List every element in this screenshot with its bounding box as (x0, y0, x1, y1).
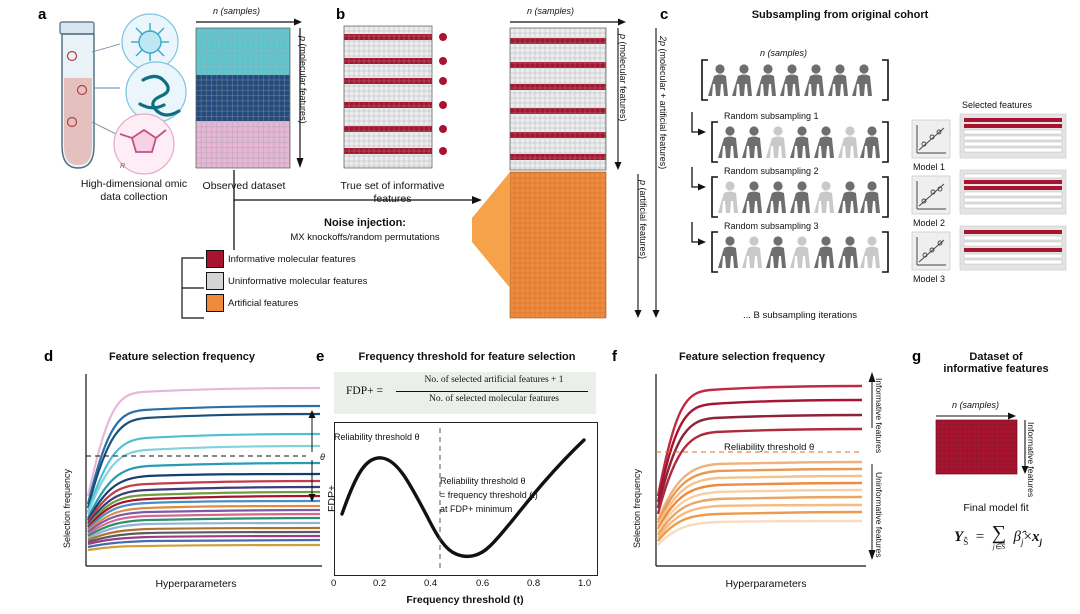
panel-g-title: Dataset of informative features (943, 351, 1049, 375)
legend-label-uninformative: Uninformative molecular features (228, 276, 368, 287)
legend-label-informative: Informative molecular features (228, 254, 356, 265)
panel-letter-e: e (316, 348, 325, 365)
panel-c-cohort-subsample-2 (700, 175, 900, 221)
panel-letter-b: b (336, 6, 346, 23)
panel-e-xtick-1: 0.2 (373, 578, 387, 589)
panel-c-row-label-1: Random subsampling 1 (724, 111, 819, 121)
model-plot-2 (912, 176, 952, 216)
panel-g-formula: $Y_Ŝ$ = ∑ j∈Ŝ $\betâ_j\times x_j$ (954, 522, 1042, 551)
selected-features-box-2 (960, 170, 1070, 216)
fdp-denominator: No. of selected molecular features (428, 394, 560, 404)
panel-f-bracket-top: Informative features (874, 378, 884, 454)
panel-e-note-line1: Reliability threshold θ (334, 432, 420, 442)
panel-b-caption: True set of informative features (340, 180, 445, 206)
panel-b-right-axis-2: 2p (molecular + artificial features) (658, 36, 668, 170)
panel-a-caption: High-dimensional omic data collection (80, 178, 188, 204)
panel-e-xtick-3: 0.6 (476, 578, 490, 589)
panel-b-right-axis-3: p (artificial features) (638, 180, 648, 260)
panel-e-xlabel: Frequency threshold (t) (406, 594, 524, 606)
panel-g-right-axis: Informative features (1026, 422, 1036, 498)
panel-letter-g: g (912, 348, 922, 365)
panel-d-title: Feature selection frequency (108, 351, 256, 363)
noise-injection-title: Noise injection: (324, 217, 406, 229)
panel-f-xlabel: Hyperparameters (725, 578, 807, 590)
panel-f-ylabel: Selection frequency (632, 468, 642, 548)
panel-b-top-axis: n (samples) (527, 6, 575, 16)
noise-injection-arrow (172, 170, 572, 260)
model-label-1: Model 1 (913, 162, 946, 172)
legend-label-artificial: Artificial features (228, 298, 299, 309)
panel-f-bracket-bottom: Uninformative features (874, 472, 884, 558)
panel-g-matrix (936, 420, 1026, 484)
panel-c-samples-label: n (samples) (760, 48, 808, 58)
panel-c-title: Subsampling from original cohort (751, 9, 929, 21)
model-label-2: Model 2 (913, 218, 946, 228)
fdp-fraction-bar (396, 391, 588, 392)
selected-features-label: Selected features (962, 100, 1033, 110)
panel-a-top-axis: n (samples) (213, 6, 261, 16)
panel-d-chart (56, 368, 336, 598)
panel-f-threshold-label: Reliability threshold θ (724, 442, 815, 453)
panel-g-final-fit-label: Final model fit (963, 502, 1029, 514)
model-plot-1 (912, 120, 952, 160)
panel-f-title: Feature selection frequency (678, 351, 826, 363)
panel-c-row-label-3: Random subsampling 3 (724, 221, 819, 231)
panel-e-note-line2: = frequency threshold (t) (440, 490, 538, 500)
panel-e-xtick-4: 0.8 (527, 578, 541, 589)
noise-injection-subtitle: MX knockoffs/random permutations (290, 232, 440, 243)
svg-text:R: R (120, 163, 126, 170)
panel-e-note-line1-real: Reliability threshold θ (440, 476, 526, 486)
legend-swatch-uninformative (206, 272, 224, 290)
panel-c-row-label-2: Random subsampling 2 (724, 166, 819, 176)
panel-b-true-set (344, 26, 474, 186)
panel-d-ylabel: Selection frequency (62, 468, 72, 548)
panel-c-cohort-subsample-3 (700, 230, 900, 276)
panel-c-cohort-original (700, 58, 900, 104)
legend-swatch-artificial (206, 294, 224, 312)
panel-e-ylabel: FDP+ (326, 484, 338, 512)
panel-e-title: Frequency threshold for feature selection (358, 351, 576, 363)
fdp-numerator: No. of selected artificial features + 1 (424, 375, 564, 385)
legend-swatch-informative (206, 250, 224, 268)
panel-e-xtick-2: 0.4 (424, 578, 438, 589)
panel-e-note-line3: at FDP+ minimum (440, 504, 513, 514)
panel-b-right-axis-1: p (molecular features) (618, 34, 628, 122)
selected-features-box-1 (960, 114, 1070, 160)
panel-letter-f: f (612, 348, 617, 365)
panel-a-right-axis: p (molecular features) (298, 36, 308, 124)
panel-c-cohort-subsample-1 (700, 120, 900, 166)
panel-f-chart (626, 368, 886, 598)
model-plot-3 (912, 232, 952, 272)
panel-e-xtick-0: 0 (331, 578, 337, 589)
panel-c-iterations: ... B subsampling iterations (742, 310, 858, 321)
panel-a-dataset-label: Observed dataset (202, 180, 286, 192)
panel-g-top-axis: n (samples) (952, 400, 1000, 410)
selected-features-box-3 (960, 226, 1070, 272)
model-label-3: Model 3 (913, 274, 946, 284)
panel-e-xtick-5: 1.0 (578, 578, 592, 589)
svg-text:θ: θ (320, 452, 325, 462)
panel-letter-a: a (38, 6, 47, 23)
fdp-label: FDP+ = (346, 385, 383, 397)
panel-letter-c: c (660, 6, 669, 23)
panel-d-xlabel: Hyperparameters (155, 578, 237, 590)
panel-letter-d: d (44, 348, 54, 365)
